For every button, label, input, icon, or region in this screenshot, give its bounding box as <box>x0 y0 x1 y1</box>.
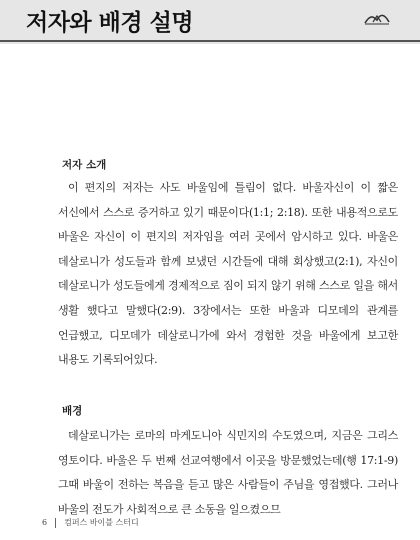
page-number: 6 <box>42 518 48 527</box>
page-title: 저자와 배경 설명 <box>26 9 194 36</box>
decorative-ornament-icon <box>364 10 390 26</box>
page-footer <box>42 517 139 528</box>
background-paragraph: 데살로니가는 로마의 마게도니아 식민지의 수도였으며, 지금은 그리스 영토이다. 바울은 두 번째 선교여행에서 이곳을 방문했었는데(행 17:1-9) 그때 바울이 전하는 복음을 듣고 많은 사람들이 주님을 영접했다. 그러나 바울의 전도가 사회적으로 큰 소동을 일으켰으므 <box>58 429 398 516</box>
footer-divider <box>55 518 56 528</box>
author-paragraph: 이 편지의 저자는 사도 바울임에 틀림이 없다. 바울자신이 이 짧은 서신에서 스스로 증거하고 있기 때문이다(1:1; 2:18). 또한 내용적으로도 바울은 자신이 이 편지의 저자임을 여러 곳에서 암시하고 있다. 바울은 데살로니가 성도들과 함께 보냈던 시간들에 대해 회상했고(2:1), 자신이 데살로니가 성도들에게 경제적으로 짐이 되지 않기 위해 스스로 일을 해서 생활 했다고 말했다(2:9). 3장에서는 또한 바울과 디모데의 관계를 언급했고, 디모데가 데살로니가에 와서 경험한 것을 바울에게 보고한 내용도 기록되어있다. <box>58 181 398 367</box>
section-heading-background: 배경 <box>62 405 83 417</box>
page-header <box>0 0 420 44</box>
section-heading-author: 저자 소개 <box>62 159 107 171</box>
header-rule <box>0 40 420 42</box>
book-title: 컴퍼스 바이블 스터디 <box>64 518 139 527</box>
